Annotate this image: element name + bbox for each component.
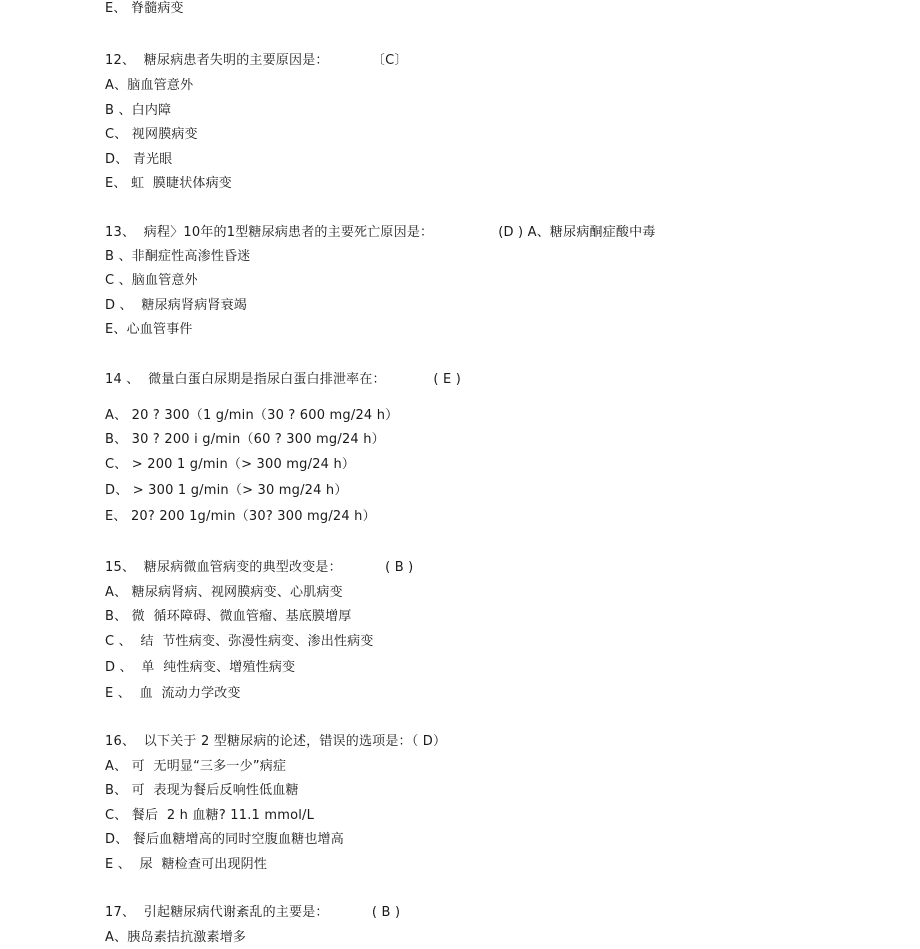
option-e-q16: E 、 尿 糖检查可出现阴性 <box>105 857 268 872</box>
option-a-q15: A、 糖尿病肾病、视网膜病变、心肌病变 <box>105 585 343 600</box>
option-c-q15: C 、 结 节性病变、弥漫性病变、渗出性病变 <box>105 634 374 649</box>
question-13: 13、 病程〉10年的1型糖尿病患者的主要死亡原因是： (D ) A、糖尿病酮症酸中毒 <box>105 225 656 240</box>
question-16: 16、 以下关于 2 型糖尿病的论述，错误的选项是：（ D） <box>105 734 447 749</box>
option-c-q16: C、 餐后 2 h 血糖? 11.1 mmol/L <box>105 808 315 823</box>
option-d-q13: D 、 糖尿病肾病肾衰竭 <box>105 298 248 313</box>
option-b-q12: B 、白内障 <box>105 103 172 118</box>
option-a-q14: A、 20 ? 300（1 g/min（30 ? 600 mg/24 h） <box>105 408 399 423</box>
option-b-q14: B、 30 ? 200 i g/min（60 ? 300 mg/24 h） <box>105 432 385 447</box>
option-a-q16: A、 可 无明显“三多一少”病症 <box>105 759 287 774</box>
option-e-q12: E、 虹 膜睫状体病变 <box>105 176 233 191</box>
question-15: 15、 糖尿病微血管病变的典型改变是： ( B ) <box>105 560 414 575</box>
option-e-q13: E、心血管事件 <box>105 322 193 337</box>
option-c-q14: C、 > 200 1 g/min（> 300 mg/24 h） <box>105 457 356 472</box>
option-a-q17: A、胰岛素拮抗激素增多 <box>105 930 247 945</box>
option-b-q13: B 、非酮症性高渗性昏迷 <box>105 249 251 264</box>
option-d-q16: D、 餐后血糖增高的同时空腹血糖也增高 <box>105 832 344 847</box>
option-d-q15: D 、 单 纯性病变、增殖性病变 <box>105 660 296 675</box>
question-17: 17、 引起糖尿病代谢紊乱的主要是： ( B ) <box>105 905 401 920</box>
question-12: 12、 糖尿病患者失明的主要原因是： 〔C〕 <box>105 53 408 68</box>
option-c-q13: C 、脑血管意外 <box>105 273 198 288</box>
option-e-q11: E、 脊髓病变 <box>105 1 184 16</box>
option-d-q12: D、 青光眼 <box>105 152 173 167</box>
question-14: 14 、 微量白蛋白尿期是指尿白蛋白排泄率在： ( E ) <box>105 372 462 387</box>
option-e-q15: E 、 血 流动力学改变 <box>105 686 241 701</box>
option-e-q14: E、 20? 200 1g/min（30? 300 mg/24 h） <box>105 509 376 524</box>
option-c-q12: C、 视网膜病变 <box>105 127 198 142</box>
option-d-q14: D、 > 300 1 g/min（> 30 mg/24 h） <box>105 483 348 498</box>
option-b-q15: B、 微 循环障碍、微血管瘤、基底膜增厚 <box>105 609 352 624</box>
option-a-q12: A、脑血管意外 <box>105 78 194 93</box>
option-b-q16: B、 可 表现为餐后反响性低血糖 <box>105 783 299 798</box>
